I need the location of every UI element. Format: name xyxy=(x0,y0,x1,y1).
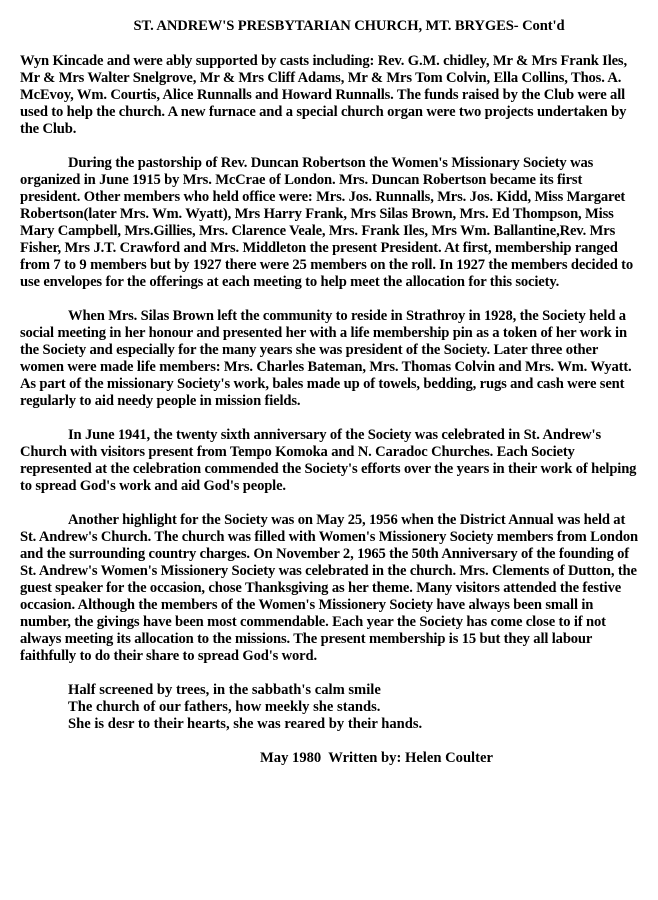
poem-line: The church of our fathers, how meekly she stands. xyxy=(68,699,381,715)
poem-line: Half screened by trees, in the sabbath's calm smile xyxy=(68,682,381,698)
paragraph-life-members: When Mrs. Silas Brown left the community to reside in Strathroy in 1928, the Society held a social meeting in her honour and presented her with a life membership pin as a token of her work in the Society and especially for the many years she was president of the Society. Later three other women were made life members: Mrs. Charles Bateman, Mrs. Thomas Colvin and Mrs. Wm. Wyatt. As part of the missionary Society's work, bales made up of towels, bedding, rugs and cash were sent regularly to aid needy people in mission fields. xyxy=(20,308,632,409)
paragraph-1956-highlight: Another highlight for the Society was on May 25, 1956 when the District Annual was held at St. Andrew's Church. The church was filled with Women's Missionery Society members from London and the surrounding country charges. On November 2, 1965 the 50th Anniversary of the founding of St. Andrew's Women's Missionery Society was celebrated in the church. Mrs. Clements of Dutton, the guest speaker for the occasion, chose Thanksgiving as her theme. Many visitors attended the festive occasion. Although the members of the Women's Missionery Society have always been small in number, the givings have been most commendable. Each year the Society has come close to if not always meeting its allocation to the missions. The present membership is 15 but they all labour faithfully to do their share to spread God's word. xyxy=(20,512,638,664)
paragraph-1941-anniversary: In June 1941, the twenty sixth anniversary of the Society was celebrated in St. Andrew's Church with visitors present from Tempo Komoka and N. Caradoc Churches. Each Society represented at the celebration commended the Society's efforts over the years in their work of helping to spread God's work and aid God's people. xyxy=(20,427,637,494)
author-signature: May 1980 Written by: Helen Coulter xyxy=(260,750,493,766)
poem-line: She is desr to their hearts, she was reared by their hands. xyxy=(68,716,423,732)
paragraph-missionary-society-founding: During the pastorship of Rev. Duncan Robertson the Women's Missionary Society was organized in June 1915 by Mrs. McCrae of London. Mrs. Duncan Robertson became its first president. Other members who held office were: Mrs. Jos. Runnalls, Mrs. Jos. Kidd, Miss Margaret Robertson(later Mrs. Wm. Wyatt), Mrs Harry Frank, Mrs Silas Brown, Mrs. Ed Thompson, Miss Mary Campbell, Mrs.Gillies, Mrs. Clarence Veale, Mrs. Frank Iles, Mrs Wm. Ballantine,Rev. Mrs Fisher, Mrs J.T. Crawford and Mrs. Middleton the present President. At first, membership ranged from 7 to 9 members but by 1927 there were 25 members on the roll. In 1927 the members decided to use envelopes for the offerings at each meeting to help meet the allocation for this society. xyxy=(20,155,634,290)
document-body xyxy=(20,53,640,767)
poem-block xyxy=(68,682,640,733)
paragraph-club-casts: Wyn Kincade and were ably supported by casts including: Rev. G.M. chidley, Mr & Mrs Frank Iles, Mr & Mrs Walter Snelgrove, Mr & Mrs Cliff Adams, Mr & Mrs Tom Colvin, Ella Collins, Thos. A. McEvoy, Wm. Courtis, Alice Runnalls and Howard Runnalls. The funds raised by the Club were all used to help the church. A new furnace and a special church organ were two projects undertaken by the Club. xyxy=(20,53,627,137)
document-title xyxy=(0,18,658,35)
document-title-text: ST. ANDREW'S PRESBYTARIAN CHURCH, MT. BRYGES- Cont'd xyxy=(133,18,565,34)
